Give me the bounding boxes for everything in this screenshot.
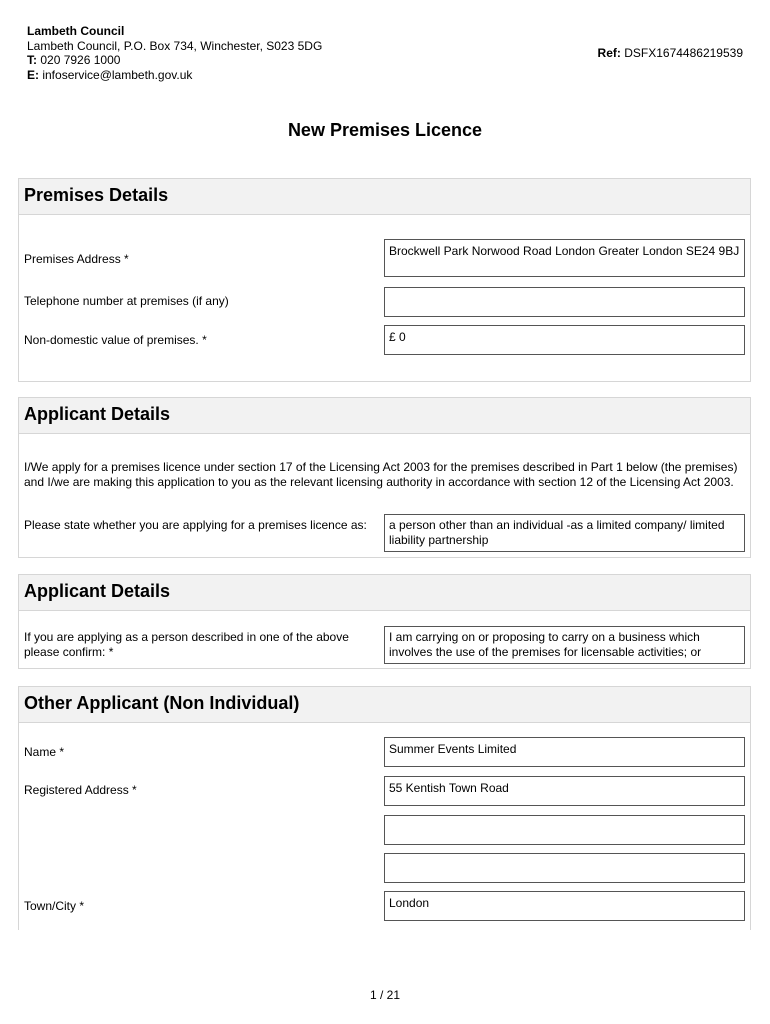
applicant-confirm-field[interactable]: I am carrying on or proposing to carry on a business which involves the use of the premises for licensable activities; or [384, 626, 745, 664]
council-address: Lambeth Council, P.O. Box 734, Winchester, S023 5DG [27, 38, 323, 53]
premises-address-label: Premises Address * [24, 252, 129, 266]
page-title: New Premises Licence [287, 120, 483, 140]
email-label: E: [27, 67, 39, 82]
council-phone [27, 53, 322, 68]
registered-address-line3[interactable] [384, 853, 745, 883]
name-label: Name * [24, 745, 65, 759]
phone-label: T: [27, 53, 37, 67]
ref-label: Ref: [597, 46, 621, 60]
council-header [27, 24, 322, 82]
applicant-intro-text: I/We apply for a premises licence under section 17 of the Licensing Act 2003 for the premises described in Part 1 below (the premises) and I/we are making this application to you as the relevant licensing authority in accordance with section 12 of the Licensing Act 2003. [24, 460, 738, 489]
section-heading: Other Applicant (Non Individual) [24, 693, 300, 713]
section-header [19, 398, 750, 434]
reference [598, 46, 743, 60]
applicant-type-label: Please state whether you are applying for a premises licence as: [24, 518, 367, 532]
section-heading: Applicant Details [24, 404, 171, 424]
town-field[interactable]: London [384, 891, 745, 921]
email-address: infoservice@lambeth.gov.uk [42, 67, 193, 82]
page-number: 1 / 21 [369, 988, 401, 1002]
phone-number: 020 7926 1000 [40, 53, 121, 67]
section-heading: Premises Details [24, 185, 169, 205]
registered-address-line2[interactable] [384, 815, 745, 845]
town-label: Town/City * [24, 899, 85, 913]
council-name: Lambeth Council [27, 24, 125, 38]
premises-phone-label: Telephone number at premises (if any) [24, 294, 229, 308]
council-email [27, 68, 322, 83]
applicant-type-field[interactable]: a person other than an individual -as a limited company/ limited liability partnership [384, 514, 745, 552]
ref-number: DSFX1674486219539 [624, 46, 743, 60]
section-header [19, 575, 750, 611]
registered-address-label: Registered Address * [24, 783, 137, 797]
section-header [19, 179, 750, 215]
applicant-confirm-label: If you are applying as a person described in one of the above please confirm: * [24, 630, 349, 659]
section-heading: Applicant Details [24, 581, 171, 601]
premises-value-field[interactable]: £ 0 [384, 325, 745, 355]
registered-address-line1[interactable]: 55 Kentish Town Road [384, 776, 745, 806]
name-field[interactable]: Summer Events Limited [384, 737, 745, 767]
premises-phone-field[interactable] [384, 287, 745, 317]
premises-value-label: Non-domestic value of premises. * [24, 333, 207, 347]
section-header [19, 687, 750, 723]
premises-address-field[interactable]: Brockwell Park Norwood Road London Greater London SE24 9BJ [384, 239, 745, 277]
